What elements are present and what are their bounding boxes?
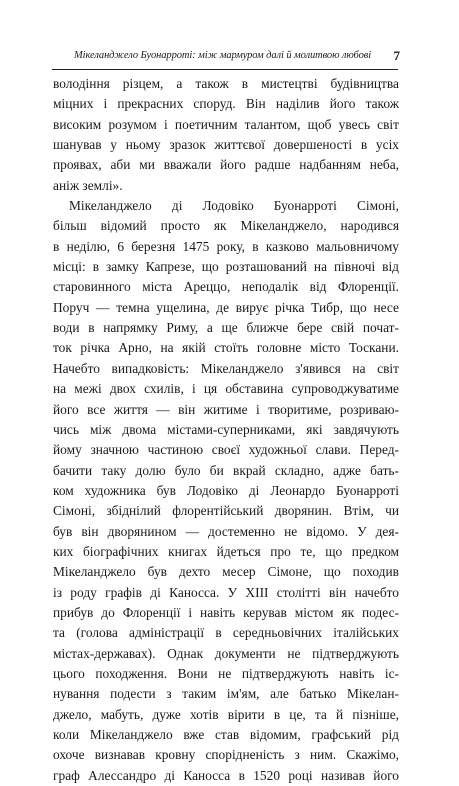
text-line: в неділю, 6 березня 1475 року, в казково мальовничому: [53, 238, 399, 254]
text-line: його все життя — він житиме і творитиме, розриваю-: [53, 401, 399, 417]
text-line: води в напрямку Риму, а ще ближче бере свій почат-: [53, 320, 399, 336]
text-line: чись між двома містами-суперниками, які завдячують: [53, 421, 399, 437]
text-line: бачити таку долю було би вкрай складно, адже бать-: [53, 462, 399, 478]
text-line: із роду графів ді Каносса. У XIII столітті він начебто: [53, 584, 399, 600]
text-line: на межі двох схилів, і ця обставина супроводжуватиме: [53, 381, 399, 397]
text-line: ток річка Арно, на якій стоїть головне місто Тоскани.: [53, 340, 399, 356]
text-line: нування подести з таким ім'ям, але батько Мікелан-: [53, 686, 399, 702]
text-line: коли Мікеланджело вже став відомим, графський рід: [53, 727, 399, 742]
text-line: шанував у ньому зразок життєвої довершеності в усіх: [53, 137, 399, 153]
text-line: володіння різцем, а також в мистецтві будівництва: [53, 76, 399, 91]
text-line: граф Алессандро ді Каносса в 1520 році називав його: [53, 767, 399, 783]
text-line: джело, мабуть, дуже хотів вірити в це, та й пізніше,: [53, 706, 399, 722]
text-line: Начебто випадковість: Мікеланджело з'явився на світ: [53, 360, 399, 376]
text-line: ком художника був Лодовіко ді Леонардо Буонарроті: [53, 482, 399, 498]
text-line: Мікеланджело ді Лодовіко Буонарроті Сімоні,: [69, 198, 399, 214]
text-line: був він дворянином — достеменно не відомо. У дея-: [53, 523, 399, 539]
text-line: Мікеланджело був дехто месер Сімоне, що походив: [53, 564, 399, 580]
text-line: ких біографічних книгах йдеться про те, що предком: [53, 543, 399, 559]
text-line: Поруч — темна ущелина, де вирує річка Тибр, що несе: [53, 299, 399, 315]
text-line: старовинного міста Ареццо, неподалік від Флоренції.: [53, 279, 399, 295]
running-head: [52, 50, 400, 66]
page-number: 7: [393, 48, 400, 63]
text-line: цього походження. Вони не підтверджують навіть іс-: [53, 665, 399, 681]
text-line: аніж землі».: [53, 177, 123, 193]
text-line: містах-державах). Однак документи не підтверджують: [53, 645, 399, 661]
text-line: більш відомий просто як Мікеланджело, народився: [53, 218, 399, 234]
text-line: прибув до Флоренції і навіть керував містом як подес-: [53, 604, 399, 620]
text-line: йому значною частиною своєї художньої слави. Перед-: [53, 442, 399, 458]
text-line: проявах, аби ми вважали його радше надбанням неба,: [53, 157, 399, 173]
text-line: та (голова адміністрації в середньовічних італійських: [53, 625, 399, 641]
running-title: Мікеланджело Буонарроті: між мармуром далі й молитвою любові: [74, 50, 372, 61]
text-line: міцних і прекрасних споруд. Він наділив його також: [53, 96, 399, 112]
body-text: [53, 74, 399, 786]
text-line: охоче визнавав кровну спорідненість з ним. Скажімо,: [53, 747, 399, 763]
text-line: Сімоні, збіднілий флорентійський дворянин. Втім, чи: [53, 503, 399, 519]
text-line: місці: в замку Капрезе, що розташований на півночі від: [53, 259, 399, 275]
text-line: високим розумом і поетичним талантом, щоб увесь світ: [53, 116, 399, 132]
header-rule: [52, 69, 398, 70]
